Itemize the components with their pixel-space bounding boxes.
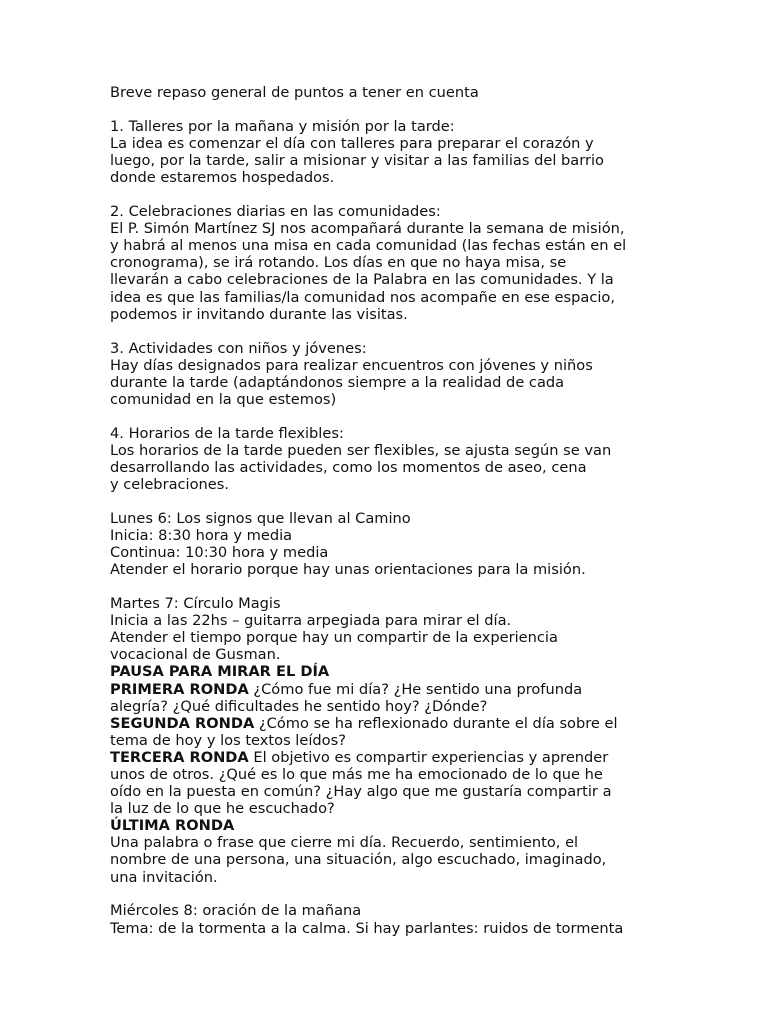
paragraph-line: llevarán a cabo celebraciones de la Palabra en las comunidades. Y la xyxy=(110,271,614,289)
paragraph-line: idea es que las familias/la comunidad nos acompañe en ese espacio, xyxy=(110,288,615,306)
round-1-text: ¿Cómo fue mi día? ¿He sentido una profunda xyxy=(248,680,583,698)
document-title: Breve repaso general de puntos a tener en cuenta xyxy=(110,84,479,101)
paragraph-line: Inicia: 8:30 hora y media xyxy=(110,526,293,544)
paragraph-line: alegría? ¿Qué dificultades he sentido hoy? ¿Dónde? xyxy=(110,697,488,715)
round-2-label: SEGUNDA RONDA xyxy=(110,714,255,732)
wednesday-heading: Miércoles 8: oración de la mañana xyxy=(110,902,362,920)
round-3-label: TERCERA RONDA xyxy=(110,748,249,766)
paragraph-line: y celebraciones. xyxy=(110,475,229,493)
spacer xyxy=(110,493,670,510)
spacer xyxy=(110,408,670,425)
paragraph-line: Hay días designados para realizar encuentros con jóvenes y niños xyxy=(110,356,593,374)
paragraph-line: Una palabra o frase que cierre mi día. Recuerdo, sentimiento, el xyxy=(110,834,579,852)
paragraph-line: una invitación. xyxy=(110,868,218,886)
round-3-line xyxy=(110,749,670,766)
paragraph-line: podemos ir invitando durante las visitas. xyxy=(110,305,408,323)
paragraph-line: desarrollando las actividades, como los momentos de aseo, cena xyxy=(110,458,587,476)
pause-title: PAUSA PARA MIRAR EL DÍA xyxy=(110,663,330,681)
paragraph-line: Atender el horario porque hay unas orientaciones para la misión. xyxy=(110,561,586,579)
paragraph-line: Tema: de la tormenta a la calma. Si hay parlantes: ruidos de tormenta xyxy=(110,919,624,937)
paragraph-line: Atender el tiempo porque hay un compartir de la experiencia xyxy=(110,629,558,647)
paragraph-line: Inicia a las 22hs – guitarra arpegiada para mirar el día. xyxy=(110,612,512,630)
paragraph-line: donde estaremos hospedados. xyxy=(110,169,335,187)
section-1-heading: 1. Talleres por la mañana y misión por la tarde: xyxy=(110,117,455,135)
tuesday-heading: Martes 7: Círculo Magis xyxy=(110,595,281,613)
spacer xyxy=(110,886,670,903)
spacer xyxy=(110,578,670,595)
last-round-label: ÚLTIMA RONDA xyxy=(110,817,235,835)
section-2-heading: 2. Celebraciones diarias en las comunidades: xyxy=(110,203,441,221)
paragraph-line: luego, por la tarde, salir a misionar y visitar a las familias del barrio xyxy=(110,152,604,170)
paragraph-line: oído en la puesta en común? ¿Hay algo que me gustaría compartir a xyxy=(110,783,612,801)
paragraph-line: Continua: 10:30 hora y media xyxy=(110,544,329,562)
spacer xyxy=(110,101,670,118)
monday-heading: Lunes 6: Los signos que llevan al Camino xyxy=(110,509,411,527)
section-4-heading: 4. Horarios de la tarde flexibles: xyxy=(110,424,344,442)
round-1-label: PRIMERA RONDA xyxy=(110,680,249,698)
paragraph-line: durante la tarde (adaptándonos siempre a la realidad de cada xyxy=(110,373,565,391)
paragraph-line: Los horarios de la tarde pueden ser flexibles, se ajusta según se van xyxy=(110,441,612,459)
round-3-text: El objetivo es compartir experiencias y aprender xyxy=(248,748,609,766)
paragraph-line: comunidad en la que estemos) xyxy=(110,390,337,408)
round-2-line xyxy=(110,715,670,732)
paragraph-line: La idea es comenzar el día con talleres para preparar el corazón y xyxy=(110,134,594,152)
round-1-line xyxy=(110,681,670,698)
paragraph-line: y habrá al menos una misa en cada comunidad (las fechas están en el xyxy=(110,237,627,255)
round-2-text: ¿Cómo se ha reflexionado durante el día sobre el xyxy=(254,714,618,732)
paragraph-line: cronograma), se irá rotando. Los días en que no haya misa, se xyxy=(110,254,567,272)
document-page xyxy=(110,84,670,937)
paragraph-line: la luz de lo que he escuchado? xyxy=(110,800,335,818)
section-3-heading: 3. Actividades con niños y jóvenes: xyxy=(110,339,367,357)
paragraph-line: tema de hoy y los textos leídos? xyxy=(110,731,346,749)
paragraph-line: nombre de una persona, una situación, algo escuchado, imaginado, xyxy=(110,851,607,869)
spacer xyxy=(110,323,670,340)
spacer xyxy=(110,186,670,203)
paragraph-line: unos de otros. ¿Qué es lo que más me ha emocionado de lo que he xyxy=(110,765,603,783)
paragraph-line: vocacional de Gusman. xyxy=(110,646,281,664)
paragraph-line: El P. Simón Martínez SJ nos acompañará durante la semana de misión, xyxy=(110,220,625,238)
